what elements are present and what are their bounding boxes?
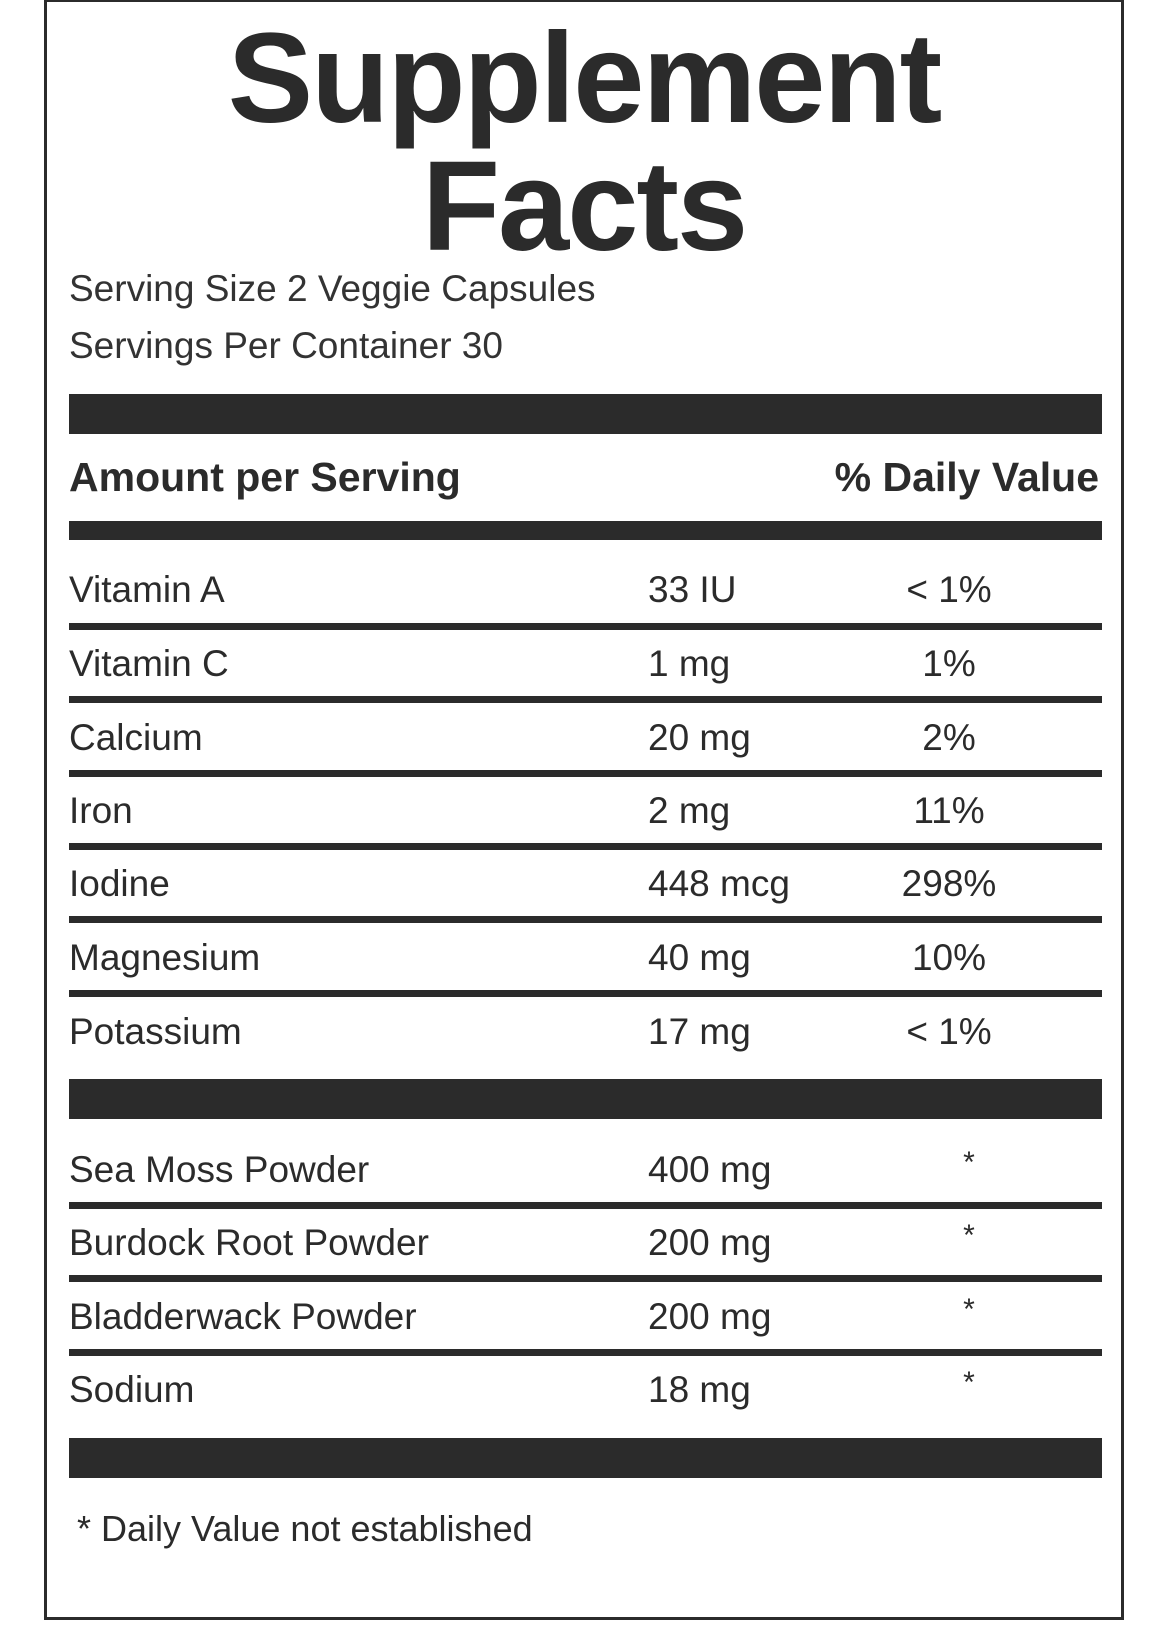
ingredient-row bbox=[69, 1140, 1102, 1200]
row-divider bbox=[69, 1202, 1102, 1209]
row-divider bbox=[69, 916, 1102, 923]
nutrient-amount: 20 mg bbox=[648, 717, 751, 758]
nutrient-name: Iodine bbox=[69, 863, 170, 904]
ingredient-amount: 400 mg bbox=[648, 1149, 772, 1190]
row-divider bbox=[69, 696, 1102, 703]
nutrient-name: Calcium bbox=[69, 717, 203, 758]
thick-divider bbox=[69, 394, 1102, 434]
row-divider bbox=[69, 770, 1102, 777]
nutrient-amount: 2 mg bbox=[648, 790, 731, 831]
ingredient-row bbox=[69, 1287, 1102, 1347]
nutrient-name: Vitamin C bbox=[69, 643, 229, 684]
ingredient-daily-value: * bbox=[963, 1293, 975, 1326]
servings-per-container: Servings Per Container 30 bbox=[69, 325, 503, 366]
ingredient-daily-value: * bbox=[963, 1219, 975, 1252]
amount-per-serving-header: Amount per Serving bbox=[69, 454, 461, 500]
ingredient-name: Bladderwack Powder bbox=[69, 1296, 417, 1337]
row-divider bbox=[69, 1349, 1102, 1356]
ingredient-daily-value: * bbox=[963, 1146, 975, 1179]
daily-value-header: % Daily Value bbox=[834, 454, 1099, 500]
nutrient-name: Potassium bbox=[69, 1011, 242, 1052]
title-line-1: Supplement bbox=[227, 7, 941, 150]
row-divider bbox=[69, 1275, 1102, 1282]
nutrient-daily-value: 298% bbox=[901, 863, 997, 904]
nutrient-row bbox=[69, 560, 1102, 620]
supplement-facts-panel bbox=[44, 0, 1124, 1620]
ingredient-name: Sea Moss Powder bbox=[69, 1149, 370, 1190]
row-divider bbox=[69, 623, 1102, 630]
nutrient-amount: 40 mg bbox=[648, 937, 751, 978]
ingredient-name: Burdock Root Powder bbox=[69, 1222, 429, 1263]
ingredient-amount: 200 mg bbox=[648, 1296, 772, 1337]
ingredient-amount: 18 mg bbox=[648, 1369, 751, 1410]
nutrient-daily-value: 10% bbox=[911, 937, 987, 978]
nutrient-name: Magnesium bbox=[69, 937, 261, 978]
ingredient-row bbox=[69, 1213, 1102, 1273]
nutrient-amount: 17 mg bbox=[648, 1011, 751, 1052]
nutrient-row bbox=[69, 1002, 1102, 1062]
thick-divider bbox=[69, 1079, 1102, 1119]
row-divider bbox=[69, 843, 1102, 850]
nutrient-name: Vitamin A bbox=[69, 569, 225, 610]
nutrient-daily-value: 11% bbox=[913, 790, 985, 831]
nutrient-daily-value: 1% bbox=[922, 643, 976, 684]
nutrient-row bbox=[69, 781, 1102, 841]
nutrient-amount: 33 IU bbox=[648, 569, 737, 610]
footnote: * Daily Value not established bbox=[77, 1508, 533, 1549]
nutrient-name: Iron bbox=[69, 790, 133, 831]
row-divider bbox=[69, 990, 1102, 997]
medium-divider bbox=[69, 521, 1102, 540]
nutrient-row bbox=[69, 634, 1102, 694]
nutrient-row bbox=[69, 708, 1102, 768]
nutrient-row bbox=[69, 928, 1102, 988]
ingredient-amount: 200 mg bbox=[648, 1222, 772, 1263]
nutrient-row bbox=[69, 854, 1102, 914]
thick-divider bbox=[69, 1438, 1102, 1478]
serving-size: Serving Size 2 Veggie Capsules bbox=[69, 268, 596, 309]
nutrient-daily-value: < 1% bbox=[906, 569, 992, 610]
ingredient-name: Sodium bbox=[69, 1369, 195, 1410]
title-line-2: Facts bbox=[421, 135, 747, 278]
nutrient-amount: 448 mcg bbox=[648, 863, 790, 904]
ingredient-row bbox=[69, 1360, 1102, 1420]
nutrient-amount: 1 mg bbox=[648, 643, 731, 684]
nutrient-daily-value: < 1% bbox=[906, 1011, 992, 1052]
ingredient-daily-value: * bbox=[963, 1366, 975, 1399]
nutrient-daily-value: 2% bbox=[922, 717, 976, 758]
